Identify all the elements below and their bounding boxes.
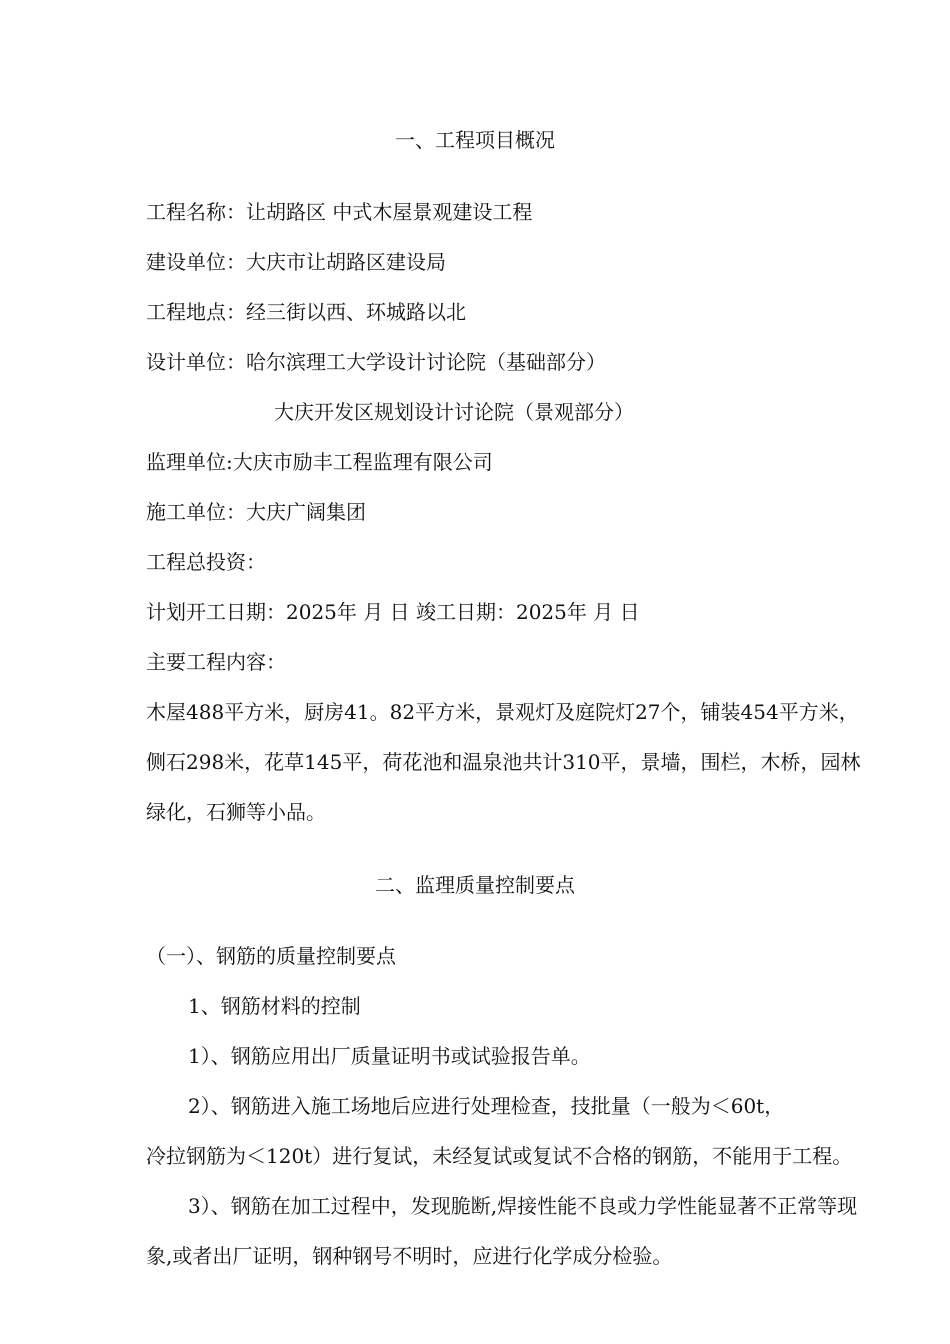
design-unit-2: 大庆开发区规划设计讨论院（景观部分） [274,400,634,424]
total-investment: 工程总投资： [146,550,266,574]
main-content-line-3: 绿化，石狮等小品。 [146,800,326,824]
subsection-rebar: （一）、钢筋的质量控制要点 [146,944,396,968]
paragraph-1: 1）、钢筋应用出厂质量证明书或试验报告单。 [188,1044,591,1068]
paragraph-3-line-1: 3）、钢筋在加工过程中，发现脆断,焊接性能不良或力学性能显著不正常等现 [188,1194,858,1218]
main-content-line-2: 侧石298米，花草145平，荷花池和温泉池共计310平，景墙，围栏，木桥，园林 [146,750,861,774]
project-location: 工程地点：经三街以西、环城路以北 [146,300,466,324]
builder-unit: 建设单位：大庆市让胡路区建设局 [146,250,446,274]
planned-dates: 计划开工日期：2025年 月 日 竣工日期：2025年 月 日 [146,600,640,624]
paragraph-3-line-2: 象,或者出厂证明，钢种钢号不明时，应进行化学成分检验。 [146,1244,673,1268]
paragraph-2-line-2: 冷拉钢筋为＜120t）进行复试，未经复试或复试不合格的钢筋，不能用于工程。 [146,1144,853,1168]
project-name: 工程名称：让胡路区 中式木屋景观建设工程 [146,200,533,224]
paragraph-2-line-1: 2）、钢筋进入施工场地后应进行处理检查，技批量（一般为＜60t， [188,1094,785,1118]
item-rebar-material: 1、钢筋材料的控制 [188,994,361,1018]
section-heading-quality: 二、监理质量控制要点 [375,873,575,897]
main-content-label: 主要工程内容： [146,650,286,674]
main-content-line-1: 木屋488平方米，厨房41。82平方米，景观灯及庭院灯27个，铺装454平方米， [146,700,859,724]
supervision-unit: 监理单位:大庆市励丰工程监理有限公司 [146,450,493,474]
construction-unit: 施工单位：大庆广阔集团 [146,500,366,524]
design-unit-1: 设计单位：哈尔滨理工大学设计讨论院（基础部分） [146,350,606,374]
section-heading-overview: 一、工程项目概况 [395,128,555,152]
